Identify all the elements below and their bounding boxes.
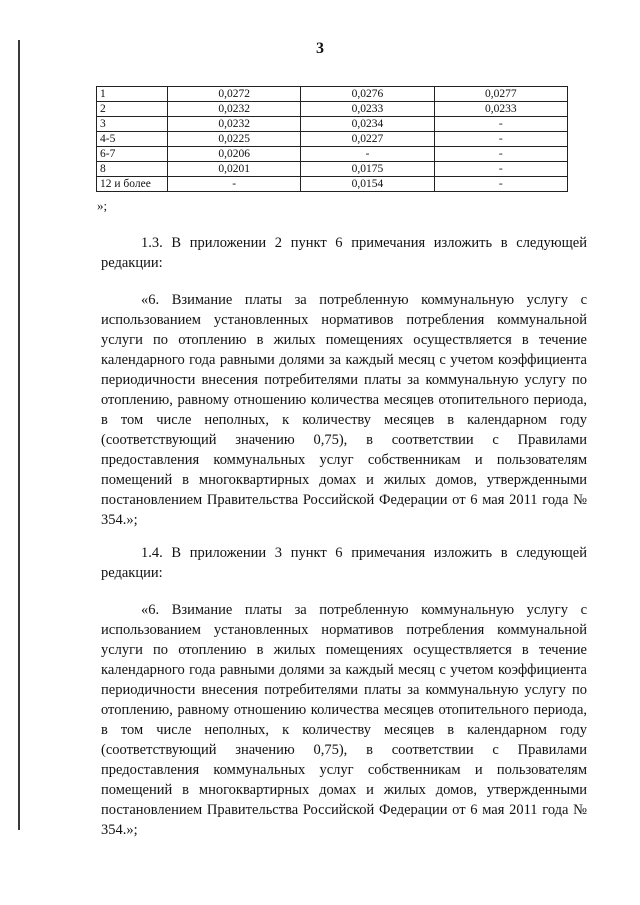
table-row: [97, 117, 568, 132]
table-cell: 0,0272: [168, 87, 301, 102]
table-cell: 4-5: [97, 132, 168, 147]
table-cell: -: [168, 177, 301, 192]
section-1-3-heading: [101, 233, 587, 273]
table-cell: -: [434, 162, 567, 177]
table-cell: 0,0233: [301, 102, 434, 117]
table-row: [97, 87, 568, 102]
table-cell: 0,0277: [434, 87, 567, 102]
section-1-4-heading: [101, 543, 587, 583]
section-1-4-body-text: «6. Взимание платы за потребленную коммунальную услугу с использованием установленных нормативов потребления коммунальной услуги по отоплению в жилых помещениях осуществляется в течение календарного года равными долями за каждый месяц с учетом коэффициента периодичности внесения потребителями платы за коммунальную услугу по отоплению, равному отношению количества месяцев отопительного периода, в том числе неполных, к количеству месяцев в календарном году (соответствующий значению 0,75), в соответствии с Правилами предоставления коммунальных услуг собственникам и пользователям помещений в многоквартирных домах и жилых домов, утвержденными постановлением Правительства Российской Федерации от 6 мая 2011 года № 354.»;: [101, 602, 587, 838]
section-1-3-text: [101, 290, 587, 530]
section-1-4-text: [101, 600, 587, 840]
table-cell: -: [301, 147, 434, 162]
table-cell: 0,0232: [168, 102, 301, 117]
table-row: [97, 177, 568, 192]
table-cell: 1: [97, 87, 168, 102]
table-cell: -: [434, 147, 567, 162]
table-row: [97, 147, 568, 162]
table-row: [97, 132, 568, 147]
table-cell: 0,0233: [434, 102, 567, 117]
table-cell: 0,0276: [301, 87, 434, 102]
table-cell: 6-7: [97, 147, 168, 162]
table-cell: 0,0232: [168, 117, 301, 132]
table-cell: 0,0234: [301, 117, 434, 132]
table-cell: 2: [97, 102, 168, 117]
norms-table: [96, 86, 568, 192]
table-cell: 0,0225: [168, 132, 301, 147]
table-row: [97, 102, 568, 117]
table-row: [97, 162, 568, 177]
section-1-3-heading-text: 1.3. В приложении 2 пункт 6 примечания изложить в следующей редакции:: [101, 235, 587, 271]
table-cell: 0,0175: [301, 162, 434, 177]
table-cell: 12 и более: [97, 177, 168, 192]
table-cell: -: [434, 117, 567, 132]
table-cell: 0,0227: [301, 132, 434, 147]
table-cell: 0,0206: [168, 147, 301, 162]
table-closing-quote: »;: [97, 198, 108, 213]
table-cell: -: [434, 132, 567, 147]
table-cell: 8: [97, 162, 168, 177]
scan-edge-line: [18, 40, 20, 830]
page-number: 3: [316, 40, 324, 57]
section-1-4-heading-text: 1.4. В приложении 3 пункт 6 примечания изложить в следующей редакции:: [101, 545, 587, 581]
table-cell: 0,0154: [301, 177, 434, 192]
table-cell: 3: [97, 117, 168, 132]
section-1-3-body-text: «6. Взимание платы за потребленную коммунальную услугу с использованием установленных нормативов потребления коммунальной услуги по отоплению в жилых помещениях осуществляется в течение календарного года равными долями за каждый месяц с учетом коэффициента периодичности внесения потребителями платы за коммунальную услугу по отоплению, равному отношению количества месяцев отопительного периода, в том числе неполных, к количеству месяцев в календарном году (соответствующий значению 0,75), в соответствии с Правилами предоставления коммунальных услуг собственникам и пользователям помещений в многоквартирных домах и жилых домов, утвержденными постановлением Правительства Российской Федерации от 6 мая 2011 года № 354.»;: [101, 292, 587, 528]
table-cell: -: [434, 177, 567, 192]
table-cell: 0,0201: [168, 162, 301, 177]
